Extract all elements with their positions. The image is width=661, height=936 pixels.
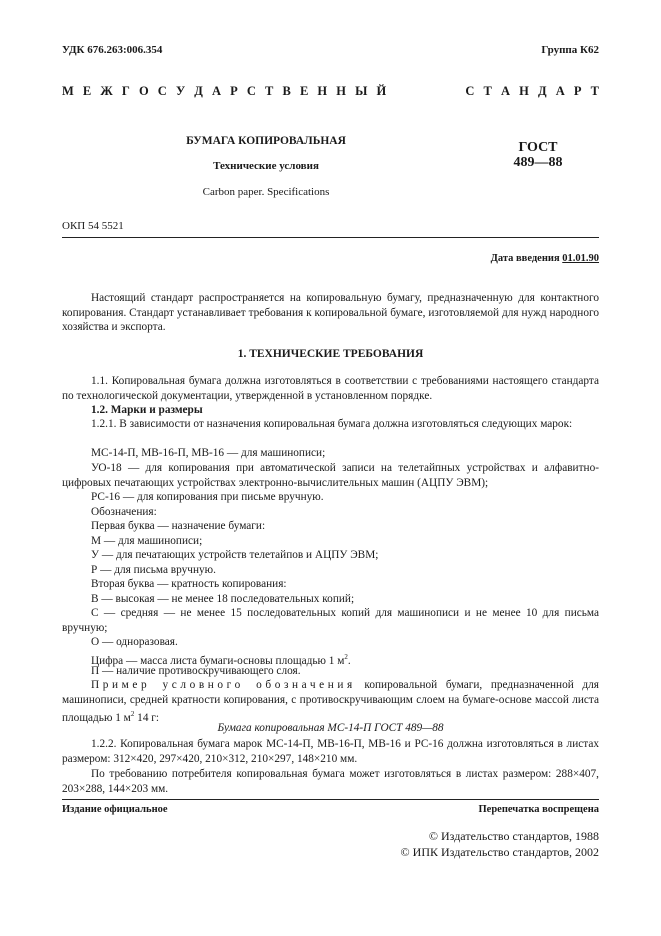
letter-o: О — одноразовая. xyxy=(91,636,178,648)
letter-s: С — средняя — не менее 15 последовательных копий для машинописи и не менее 10 для письма вручную; xyxy=(62,607,599,634)
letter-m: М — для машинописи; xyxy=(91,535,203,547)
consumer-paragraph: По требованию потребителя копировальная бумага может изготовляться в листах размером: 288×407, 203×288, 144×203 мм. xyxy=(62,768,599,795)
gost-label: ГОСТ xyxy=(518,140,558,155)
example-paragraph xyxy=(62,678,599,726)
title-divider xyxy=(62,237,599,238)
designations-title: Обозначения: xyxy=(91,506,157,518)
paragraph-1-2-2: 1.2.2. Копировальная бумага марок МС-14-П, МВ-16-П, МВ-16 и РС-16 должна изготовляться в листах размером: 312×420, 297×420, 210×312, 210×297, 148×210 мм. xyxy=(62,738,599,765)
group-code: Группа К62 xyxy=(541,44,599,56)
paragraph-1-2-1: 1.2.1. В зависимости от назначения копировальная бумага должна изготовляться следующих марок: xyxy=(91,418,573,430)
banner-interstate: М Е Ж Г О С У Д А Р С Т В Е Н Н Ы Й xyxy=(62,84,387,98)
letter-p: П — наличие противоскручивающего слоя. xyxy=(91,665,301,677)
example-designation: Бумага копировальная МС-14-П ГОСТ 489—88 xyxy=(217,722,444,734)
reprint-prohibited: Перепечатка воспрещена xyxy=(478,804,599,815)
letter-u: У — для печатающих устройств телетайпов и АЦПУ ЭВМ; xyxy=(91,549,379,561)
brand-typewriting: МС-14-П, МВ-16-П, МВ-16 — для машинописи; xyxy=(91,447,326,459)
banner-standard: С Т А Н Д А Р Т xyxy=(465,84,599,98)
section-1-title: 1. ТЕХНИЧЕСКИЕ ТРЕБОВАНИЯ xyxy=(237,348,424,360)
second-letter: Вторая буква — кратность копирования: xyxy=(91,578,287,590)
paragraph-1-1: 1.1. Копировальная бумага должна изготовляться в соответствии с требованиями настоящего стандарта по технологической документации, утвержденной в установленном порядке. xyxy=(62,375,599,402)
first-letter: Первая буква — назначение бумаги: xyxy=(91,520,266,532)
brand-handwriting: РС-16 — для копирования при письме вручную. xyxy=(91,491,324,503)
official-edition: Издание официальное xyxy=(62,804,168,815)
example-label: Пример условного обозначения xyxy=(91,679,356,691)
digit-end: . xyxy=(347,654,351,667)
introduction-date-label: Дата введения xyxy=(490,253,563,264)
example-sup: 2 xyxy=(130,710,135,719)
document-title: БУМАГА КОПИРОВАЛЬНАЯ xyxy=(186,135,346,147)
english-title: Carbon paper. Specifications xyxy=(202,186,330,198)
gost-number: 489—88 xyxy=(513,155,563,170)
digit-sup: 2 xyxy=(344,653,348,661)
copyright-1988: © Издательство стандартов, 1988 xyxy=(428,829,599,843)
example-end: 14 г: xyxy=(134,711,160,724)
letter-v: В — высокая — не менее 18 последовательных копий; xyxy=(91,593,355,605)
udk-code: УДК 676.263:006.354 xyxy=(62,44,163,56)
brand-teletype: УО-18 — для копирования при автоматической записи на телетайпных устройствах и алфавитно-цифровых печатающих устройствах электронно-вычислительных машин (АЦПУ ЭВМ); xyxy=(62,462,599,489)
okp-code: ОКП 54 5521 xyxy=(62,220,124,232)
copyright-2002: © ИПК Издательство стандартов, 2002 xyxy=(400,845,599,859)
introduction-date xyxy=(491,253,599,264)
introduction-date-value: 01.01.90 xyxy=(562,253,599,264)
example-text: копировальной бумаги, предназначенной для машинописи, средней кратности копирования, с противоскручивающим слоем на бумаге-основе массой листа площадью 1 м xyxy=(62,679,599,724)
footer-divider xyxy=(62,799,599,800)
intro-paragraph: Настоящий стандарт распространяется на копировальную бумагу, предназначенную для контактного копирования. Стандарт устанавливает требования к копировальной бумаге, изготовляемой для нужд народного хозяйства и экспорта. xyxy=(62,292,599,334)
digit-text: Цифра — масса листа бумаги-основы площадью 1 м xyxy=(91,654,345,667)
letter-r: Р — для письма вручную. xyxy=(91,564,216,576)
paragraph-1-2-title: 1.2. Марки и размеры xyxy=(91,404,203,416)
document-subtitle: Технические условия xyxy=(213,160,319,172)
